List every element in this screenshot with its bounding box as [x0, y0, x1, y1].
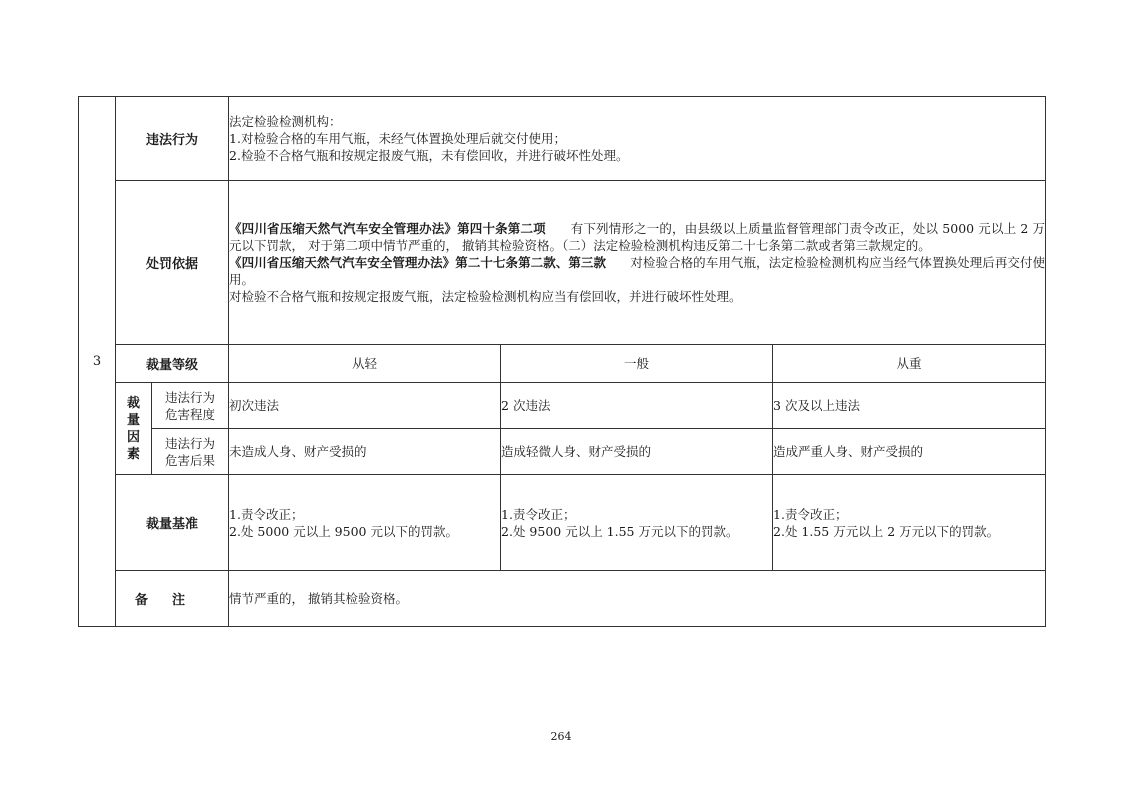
standard-label: 裁量基准	[116, 475, 229, 571]
violation-row	[79, 97, 1046, 181]
violation-content	[229, 97, 1046, 181]
factor-consequence-heavy: 造成严重人身、财产受损的	[773, 429, 1046, 475]
grade-row	[79, 345, 1046, 383]
factor-consequence-light: 未造成人身、财产受损的	[229, 429, 501, 475]
grade-level-light: 从轻	[229, 345, 501, 383]
basis-law-title: 《四川省压缩天然气汽车安全管理办法》第二十七条第二款、第三款	[229, 255, 607, 270]
standard-light: 1.责令改正； 2.处 5000 元以上 9500 元以下的罚款。	[229, 475, 501, 571]
basis-content	[229, 181, 1046, 345]
remarks-label: 备注	[116, 571, 229, 627]
standard-row	[79, 475, 1046, 571]
violation-line: 1.对检验合格的车用气瓶，未经气体置换处理后就交付使用；	[229, 131, 566, 146]
remarks-row	[79, 571, 1046, 627]
standard-heavy: 1.责令改正； 2.处 1.55 万元以上 2 万元以下的罚款。	[773, 475, 1046, 571]
remarks-content: 情节严重的， 撤销其检验资格。	[229, 571, 1046, 627]
penalty-table	[78, 96, 1046, 627]
basis-law-text: 对检验不合格气瓶和按规定报废气瓶，法定检验检测机构应当有偿回收，并进行破坏性处理。	[229, 289, 742, 304]
page-number: 264	[550, 730, 572, 743]
grade-level-normal: 一般	[501, 345, 773, 383]
factor-degree-normal: 2 次违法	[501, 383, 773, 429]
basis-label: 处罚依据	[116, 181, 229, 345]
grade-label: 裁量等级	[116, 345, 229, 383]
basis-law-text: 对检验合格的车用气瓶，法定检验检测机构应当经气体置换处理后再交付使用。	[229, 255, 1046, 287]
factor-degree-label: 违法行为 危害程度	[152, 383, 229, 429]
violation-line: 2.检验不合格气瓶和按规定报废气瓶，未有偿回收，并进行破坏性处理。	[229, 148, 629, 163]
grade-level-heavy: 从重	[773, 345, 1046, 383]
violation-label: 违法行为	[116, 97, 229, 181]
row-number: 3	[79, 97, 116, 627]
factors-label: 裁 量 因 素	[116, 383, 152, 475]
basis-row	[79, 181, 1046, 345]
basis-law-text: 有下列情形之一的，由县级以上质量监督管理部门责令改正，处以 5000 元以上 2 万元以下罚款， 对于第二项中情节严重的， 撤销其检验资格。（二）法定检验检测机构违反第二十七条第二款或者第三款规定的。	[229, 221, 1046, 253]
factor-degree-light: 初次违法	[229, 383, 501, 429]
violation-line: 法定检验检测机构：	[229, 114, 342, 129]
basis-law-title: 《四川省压缩天然气汽车安全管理办法》第四十条第二项	[229, 221, 546, 236]
standard-normal: 1.责令改正； 2.处 9500 元以上 1.55 万元以下的罚款。	[501, 475, 773, 571]
factor-consequence-row	[79, 429, 1046, 475]
factor-consequence-normal: 造成轻微人身、财产受损的	[501, 429, 773, 475]
factor-consequence-label: 违法行为 危害后果	[152, 429, 229, 475]
factor-degree-row	[79, 383, 1046, 429]
factor-degree-heavy: 3 次及以上违法	[773, 383, 1046, 429]
